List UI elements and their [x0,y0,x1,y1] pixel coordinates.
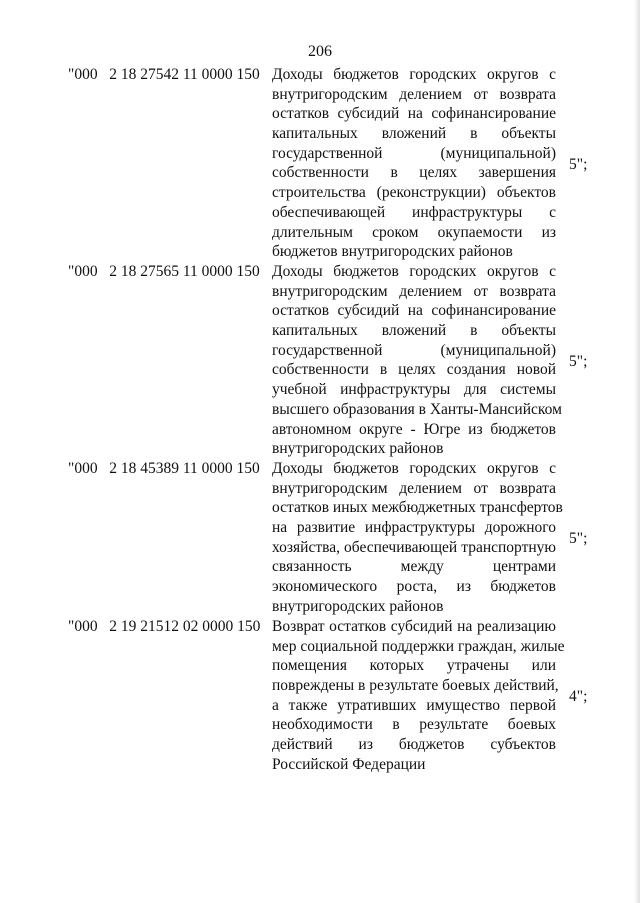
page-number: 206 [308,43,332,60]
description-line: Российской Федерации [272,755,426,773]
description-line: помещения которых утрачены или [272,657,556,675]
description-line: Доходы бюджетов городских округов с [272,263,556,280]
description-line: внутригородским делением от возврата [272,479,556,497]
description-line: экономического роста, из бюджетов [272,578,556,596]
description-line: автономном округе - Югре из бюджетов [272,420,556,438]
budget-code: "000 2 19 21512 02 0000 150 [68,618,261,635]
description-line: внутригородских районов [272,597,444,615]
income-description [272,617,565,775]
description-line: собственности в целях завершения [272,164,556,182]
description-line: необходимости в результате боевых [272,716,556,734]
description-line: Доходы бюджетов городских округов с [272,66,556,83]
income-description [272,459,563,617]
description-line: связанность между центрами [272,558,556,576]
budget-code: "000 2 18 27542 11 0000 150 [68,66,260,83]
description-line: Доходы бюджетов городских округов с [272,460,556,477]
description-line: а также утративших имущество первой [272,696,556,714]
description-line: внутригородским делением от возврата [272,282,556,300]
description-line: на развитие инфраструктуры дорожного [272,519,556,537]
description-line: внутригородских районов [272,440,444,458]
description-line: хозяйства, обеспечивающей транспортную [272,538,556,556]
income-description [272,65,556,262]
scan-edge-shadow [634,0,640,903]
description-line: повреждены в результате боевых действий, [272,677,559,695]
description-line: бюджетов внутригородских районов [272,243,513,261]
description-line: государственной (муниципальной) [272,144,556,162]
rate-value: 5"; [569,353,588,370]
description-line: учебной инфраструктуры для системы [272,381,556,399]
description-line: капитальных вложений в объекты [272,322,556,340]
description-line: капитальных вложений в объекты [272,125,556,143]
description-line: мер социальной поддержки граждан, жилые [272,637,565,655]
description-line: высшего образования в Ханты-Мансийском [272,400,562,418]
description-line: собственности в целях создания новой [272,361,556,379]
description-line: Возврат остатков субсидий на реализацию [272,618,556,635]
description-line: остатков субсидий на софинансирование [272,105,556,123]
description-line: строительства (реконструкции) объектов [272,184,556,202]
income-description [272,262,562,459]
budget-code: "000 2 18 27565 11 0000 150 [68,263,260,280]
description-line: государственной (муниципальной) [272,341,556,359]
description-line: длительным сроком окупаемости из [272,223,556,241]
description-line: обеспечивающей инфраструктуры с [272,203,556,221]
description-line: остатков субсидий на софинансирование [272,302,556,320]
rate-value: 4"; [569,688,588,705]
rate-value: 5"; [569,530,588,547]
rate-value: 5"; [569,156,588,173]
description-line: действий из бюджетов субъектов [272,736,556,754]
budget-code: "000 2 18 45389 11 0000 150 [68,460,260,477]
description-line: внутригородским делением от возврата [272,85,556,103]
description-line: остатков иных межбюджетных трансфертов [272,499,563,517]
